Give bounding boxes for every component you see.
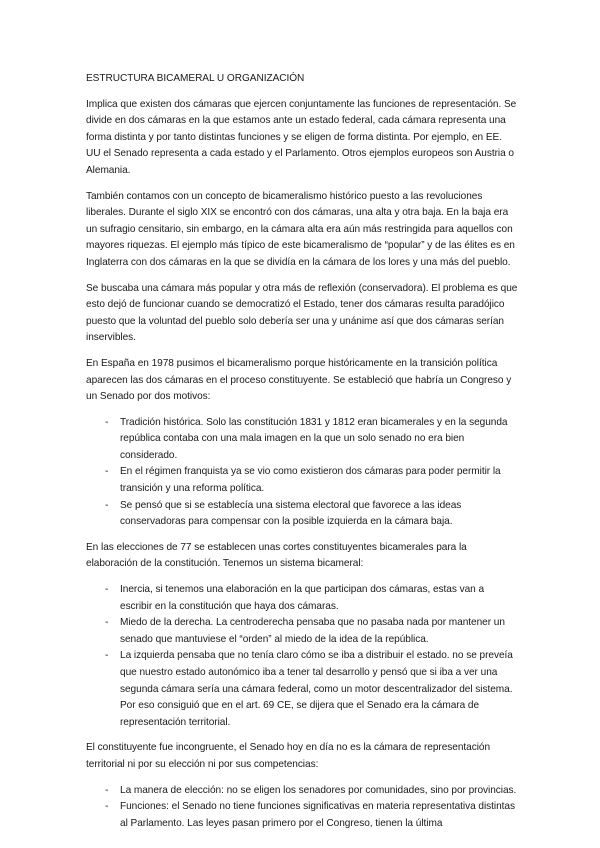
list-item <box>86 648 518 731</box>
list-sistema-bicameral <box>86 582 518 731</box>
paragraph-reflection: Se buscaba una cámara más popular y otra más de reflexión (conservadora). El problema es que esto dejó de funcionar cuando se democratizó el Estado, tener dos cámaras resulta paradójico puesto que la voluntad del pueblo solo debería ser una y unánime así que dos cámaras serían inservibles. <box>86 282 518 344</box>
bullet-dash: - <box>105 801 109 813</box>
list-item-text: La manera de elección: no se eligen los senadores por comunidades, sino por provincias. <box>120 784 517 796</box>
list-item-text: Inercia, si tenemos una elaboración en la que participan dos cámaras, estas van a escribir en la constitución que haya dos cámaras. <box>120 584 485 612</box>
list-item-text: Funciones: el Senado no tiene funciones significativas en materia representativa distintas al Parlamento. Las leyes pasan primero por el Congreso, tienen la última <box>120 801 515 829</box>
list-item-text: Se pensó que si se establecía una sistema electoral que favorece a las ideas conservadoras para compensar con la posible izquierda en la cámara baja. <box>120 499 462 528</box>
list-item-text: Miedo de la derecha. La centroderecha pensaba que no pasaba nada por mantener un senado que mantuviese el “orden” al miedo de la idea de la república. <box>120 617 505 645</box>
bullet-dash: - <box>105 617 109 629</box>
list-item-text: Tradición histórica. Solo las constitución 1831 y 1812 eran bicamerales y en la segunda república contaba con una mala imagen en la que un solo senado no era bien considerado. <box>120 416 508 461</box>
paragraph-definition: Implica que existen dos cámaras que ejercen conjuntamente las funciones de representación. Se divide en dos cámaras en la que estamos ante un estado federal, cada cámara representa una forma distinta y por tanto distintas funciones y se eligen de forma distinta. Por ejemplo, en EE. UU el Senado representa a cada estado y el Parlamento. Otros ejemplos europeos son Austria o Alemania. <box>86 98 517 176</box>
list-item <box>86 582 518 615</box>
paragraph-spain-1978: En España en 1978 pusimos el bicameralismo porque históricamente en la transición política aparecen las dos cámaras en el proceso constituyente. Se estableció que habría un Congreso y un Senado por dos motivos: <box>86 357 512 403</box>
list-item <box>86 783 518 800</box>
document-body <box>86 71 518 841</box>
paragraph-historical: También contamos con un concepto de bicameralismo histórico puesto a las revoluciones liberales. Durante el siglo XIX se encontró con dos cámaras, una alta y otra baja. En la baja era un sufragio censitario, sin embargo, en la cámara alta era aún más restringida para aquellos con mayores riquezas. El ejemplo más típico de este bicameralismo de “popular” y de las élites es en Inglaterra con dos cámaras en la que se dividía en la cámara de los lores y una más del pueblo. <box>86 190 515 268</box>
paragraph-elections-77: En las elecciones de 77 se establecen unas cortes constituyentes bicamerales para la elaboración de la constitución. Tenemos un sistema bicameral: <box>86 541 467 570</box>
paragraph-incongruent: El constituyente fue incongruente, el Senado hoy en día no es la cámara de representación territorial ni por su elección ni por sus competencias: <box>86 742 491 770</box>
list-motivos <box>86 415 518 531</box>
bullet-dash: - <box>105 584 109 596</box>
list-competencias <box>86 783 518 833</box>
list-item-text: En el régimen franquista ya se vio como existieron dos cámaras para poder permitir la transición y una reforma política. <box>120 466 501 495</box>
list-item-text: La izquierda pensaba que no tenía claro cómo se iba a distribuir el estado. no se preveía que nuestro estado autonómico iba a tener tal desarrollo y pensó que si iba a ver una segunda cámara sería una cámara federal, como un motor descentralizador del sistema. Por eso consiguió que en el art. 69 CE, se dijera que el Senado era la cámara de representación territorial. <box>120 650 513 728</box>
list-item <box>86 799 518 832</box>
list-item <box>86 415 518 465</box>
bullet-dash: - <box>105 416 109 428</box>
list-item <box>86 615 518 648</box>
bullet-dash: - <box>105 466 109 478</box>
list-item <box>86 464 518 497</box>
bullet-dash: - <box>105 499 109 511</box>
bullet-dash: - <box>105 650 109 662</box>
document-title: ESTRUCTURA BICAMERAL U ORGANIZACIÓN <box>86 73 305 84</box>
bullet-dash: - <box>105 784 109 796</box>
list-item <box>86 498 518 531</box>
